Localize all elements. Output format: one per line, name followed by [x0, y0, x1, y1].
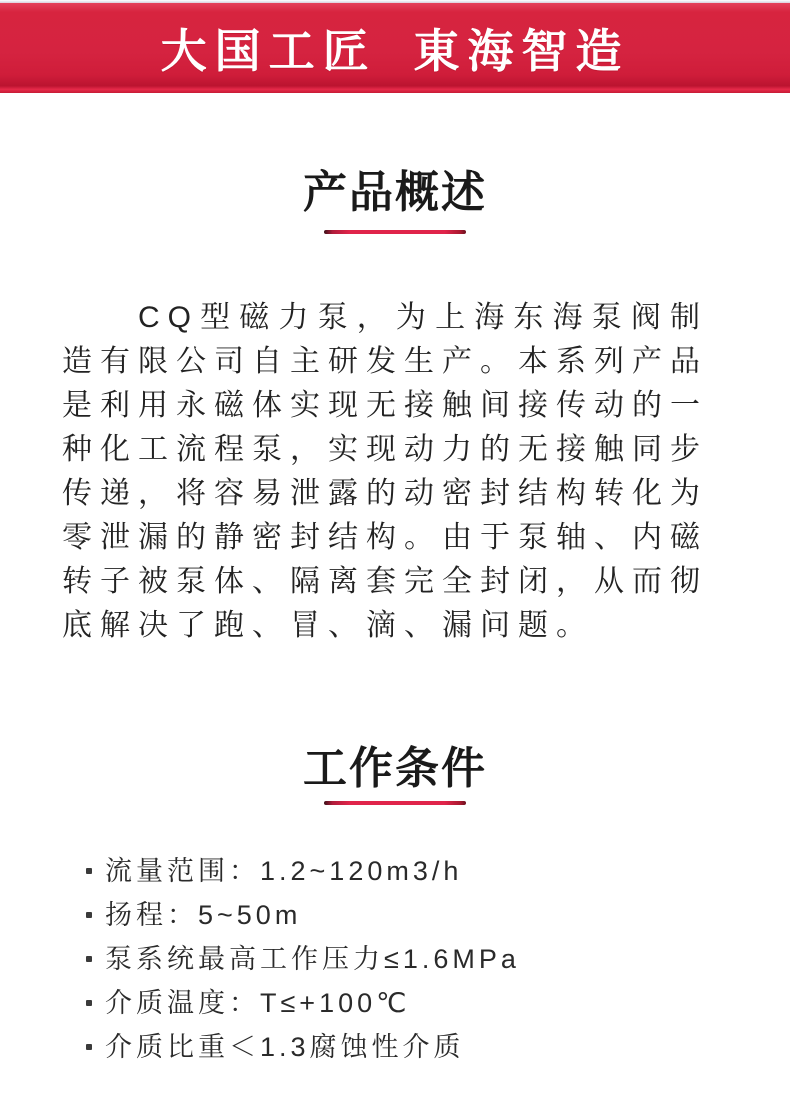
overview-paragraph: CQ型磁力泵，为上海东海泵阀制造有限公司自主研发生产。本系列产品是利用永磁体实现无接触间接传动的一种化工流程泵，实现动力的无接触同步传递，将容易泄露的动密封结构转化为零泄漏的静密封结构。由于泵轴、内磁转子被泵体、隔离套完全封闭，从而彻底解决了跑、冒、滴、漏问题。 — [62, 301, 708, 642]
condition-item-label: 泵系统最高工作压力≤1.6MPa — [105, 944, 520, 974]
bullet-icon — [86, 1000, 92, 1006]
bullet-icon — [86, 912, 92, 918]
section-product-overview — [0, 167, 790, 648]
working-conditions-heading-underline — [324, 801, 466, 805]
condition-item-head — [86, 893, 726, 937]
bottom-whitespace — [0, 1069, 790, 1115]
banner-title: 大国工匠 東海智造 — [160, 25, 630, 77]
condition-item-flow-range — [86, 849, 726, 893]
bullet-icon — [86, 868, 92, 874]
section-working-conditions — [0, 743, 790, 1069]
condition-item-max-pressure — [86, 937, 726, 981]
conditions-list — [86, 849, 726, 1069]
condition-item-medium-specific-gravity — [86, 1025, 726, 1069]
brand-banner — [0, 3, 790, 93]
overview-heading-underline — [324, 230, 466, 234]
condition-item-label: 扬程：5~50m — [105, 900, 302, 930]
working-conditions-heading: 工作条件 — [303, 744, 487, 793]
condition-item-label: 介质温度：T≤+100℃ — [105, 988, 411, 1018]
condition-item-medium-temperature — [86, 981, 726, 1025]
bullet-icon — [86, 1044, 92, 1050]
bullet-icon — [86, 956, 92, 962]
condition-item-label: 介质比重＜1.3腐蚀性介质 — [105, 1032, 465, 1062]
condition-item-label: 流量范围：1.2~120m3/h — [105, 856, 463, 886]
overview-heading: 产品概述 — [303, 168, 487, 217]
